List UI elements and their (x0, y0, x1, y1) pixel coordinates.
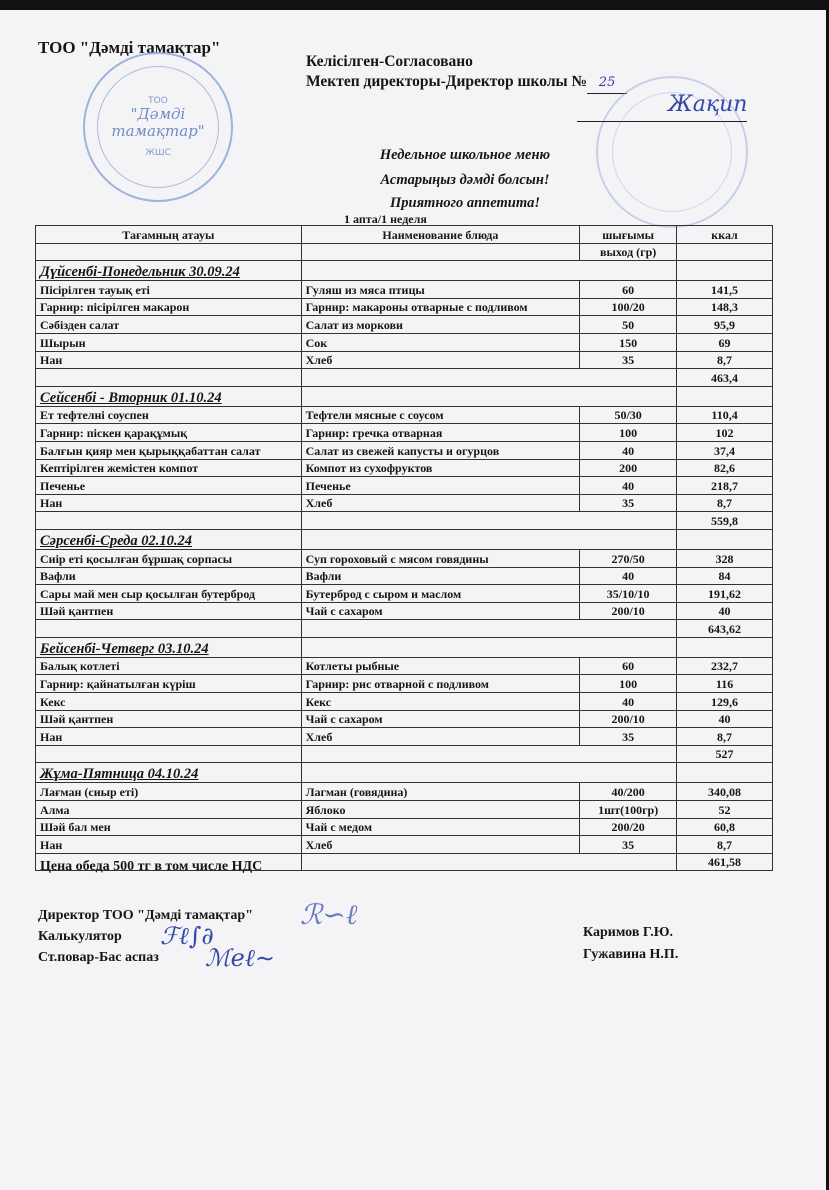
dish-kcal: 141,5 (677, 281, 773, 299)
stamp-bottom: ЖШС (145, 148, 171, 158)
title-bon-appetit-ru: Приятного аппетита! (389, 195, 540, 211)
dish-row (36, 281, 773, 299)
day-row (36, 763, 773, 783)
dish-kcal: 116 (677, 675, 773, 693)
dish-yield: 35 (580, 494, 677, 512)
dish-name-kz: Нан (36, 836, 302, 854)
dish-name-kz: Гарнир: піскен қарақұмық (36, 424, 302, 442)
dish-yield: 200/10 (580, 602, 677, 620)
dish-kcal: 8,7 (677, 351, 773, 369)
cell (301, 853, 676, 871)
dish-name-ru: Бутерброд с сыром и маслом (301, 585, 580, 603)
cell (301, 529, 676, 549)
dish-yield: 40 (580, 477, 677, 495)
stamp-name-2: тамақтар" (111, 122, 205, 140)
day-total-row (36, 745, 773, 763)
signature-line (577, 121, 747, 122)
cell (301, 763, 676, 783)
dish-kcal: 328 (677, 549, 773, 567)
dish-yield: 270/50 (580, 549, 677, 567)
cell (301, 637, 676, 657)
dish-yield: 200/10 (580, 710, 677, 728)
dish-name-kz: Балғын қияр мен қырыққабаттан салат (36, 441, 302, 459)
dish-name-ru: Печенье (301, 477, 580, 495)
approval-line-1: Келісілген-Согласовано (306, 53, 473, 70)
dish-row (36, 477, 773, 495)
dish-yield: 200/20 (580, 818, 677, 836)
dish-name-kz: Гарнир: пісірілген макарон (36, 298, 302, 316)
dish-row (36, 710, 773, 728)
dish-row (36, 728, 773, 746)
dish-name-ru: Хлеб (301, 728, 580, 746)
dish-name-ru: Чай с сахаром (301, 710, 580, 728)
dish-yield: 40 (580, 567, 677, 585)
dish-name-ru: Вафли (301, 567, 580, 585)
director-signature: Жақип (668, 92, 748, 117)
week-label: 1 апта/1 неделя (344, 212, 427, 226)
day-total-row (36, 369, 773, 387)
dish-kcal: 69 (677, 333, 773, 351)
stamp-name-1: "Дәмді (130, 105, 186, 123)
day-total-kcal: 463,4 (677, 369, 773, 387)
calculator-signature-mark: ℱℓ∫∂ (160, 922, 214, 950)
day-row (36, 261, 773, 281)
dish-yield: 60 (580, 657, 677, 675)
dish-row (36, 657, 773, 675)
header-rus-name: Наименование блюда (301, 226, 580, 244)
dish-name-ru: Хлеб (301, 494, 580, 512)
dish-name-kz: Кептірілген жемістен компот (36, 459, 302, 477)
cell (677, 529, 773, 549)
name-chef: Гужавина Н.П. (583, 947, 679, 962)
dish-name-ru: Котлеты рыбные (301, 657, 580, 675)
chef-signature-mark: ℳeℓ∼ (205, 944, 275, 972)
header-row-2 (36, 243, 773, 261)
dish-name-kz: Печенье (36, 477, 302, 495)
dish-yield: 100 (580, 424, 677, 442)
dish-name-kz: Вафли (36, 567, 302, 585)
dish-name-ru: Салат из свежей капусты и огурцов (301, 441, 580, 459)
dish-name-kz: Пісірілген тауық еті (36, 281, 302, 299)
cell (677, 637, 773, 657)
dish-yield: 100/20 (580, 298, 677, 316)
staff-director: Директор ТОО "Дәмді тамақтар" (38, 908, 253, 923)
header-kaz-name: Тағамның атауы (36, 226, 302, 244)
dish-kcal: 218,7 (677, 477, 773, 495)
day-row (36, 529, 773, 549)
dish-yield: 150 (580, 333, 677, 351)
dish-name-ru: Гарнир: рис отварной с подливом (301, 675, 580, 693)
dish-row (36, 693, 773, 711)
approval-block (306, 52, 627, 94)
menu-table (35, 225, 773, 871)
stamp-top: ТОО (148, 96, 168, 106)
dish-name-ru: Чай с сахаром (301, 602, 580, 620)
dish-row (36, 459, 773, 477)
cell (36, 745, 302, 763)
cell (677, 261, 773, 281)
dish-name-kz: Шырын (36, 333, 302, 351)
day-title: Сәрсенбі-Среда 02.10.24 (36, 529, 302, 549)
dish-kcal: 148,3 (677, 298, 773, 316)
cell (677, 386, 773, 406)
dish-kcal: 232,7 (677, 657, 773, 675)
dish-kcal: 37,4 (677, 441, 773, 459)
dish-row (36, 783, 773, 801)
day-total-kcal: 461,58 (677, 853, 773, 871)
dish-row (36, 298, 773, 316)
dish-name-ru: Суп гороховый с мясом говядины (301, 549, 580, 567)
dish-yield: 40 (580, 441, 677, 459)
title-weekly-menu: Недельное школьное меню (379, 147, 551, 163)
dish-row (36, 316, 773, 334)
dish-yield: 35/10/10 (580, 585, 677, 603)
dish-row (36, 424, 773, 442)
dish-row (36, 836, 773, 854)
dish-row (36, 801, 773, 819)
top-border (0, 0, 829, 10)
cell (301, 261, 676, 281)
cell (301, 386, 676, 406)
staff-chef: Ст.повар-Бас аспаз (38, 950, 159, 965)
approval-line-2: Мектеп директоры-Директор школы № (306, 73, 588, 90)
dish-row (36, 602, 773, 620)
dish-kcal: 102 (677, 424, 773, 442)
day-title: Жұма-Пятница 04.10.24 (36, 763, 302, 783)
day-title: Бейсенбі-Четверг 03.10.24 (36, 637, 302, 657)
cell (36, 512, 302, 530)
day-total-kcal: 643,62 (677, 620, 773, 638)
header-yield-kz: шығымы (580, 226, 677, 244)
dish-yield: 200 (580, 459, 677, 477)
dish-row (36, 494, 773, 512)
dish-name-kz: Сары май мен сыр қосылған бутерброд (36, 585, 302, 603)
cell (301, 512, 676, 530)
dish-name-ru: Хлеб (301, 836, 580, 854)
dish-name-kz: Балық котлеті (36, 657, 302, 675)
company-stamp (83, 52, 233, 202)
staff-calculator: Калькулятор (38, 929, 122, 944)
dish-row (36, 406, 773, 424)
day-title: Дүйсенбі-Понедельник 30.09.24 (36, 261, 302, 281)
dish-kcal: 52 (677, 801, 773, 819)
day-row (36, 637, 773, 657)
dish-name-ru: Компот из сухофруктов (301, 459, 580, 477)
dish-row (36, 585, 773, 603)
dish-row (36, 441, 773, 459)
staff-names (583, 922, 678, 966)
dish-name-ru: Кекс (301, 693, 580, 711)
dish-kcal: 191,62 (677, 585, 773, 603)
dish-name-ru: Лагман (говядина) (301, 783, 580, 801)
dish-yield: 1шт(100гр) (580, 801, 677, 819)
cell (301, 620, 676, 638)
dish-name-kz: Шәй қантпен (36, 710, 302, 728)
dish-name-kz: Ет тефтелні соуспен (36, 406, 302, 424)
dish-kcal: 60,8 (677, 818, 773, 836)
dish-name-kz: Сиір еті қосылған бұршақ сорпасы (36, 549, 302, 567)
dish-yield: 100 (580, 675, 677, 693)
dish-kcal: 8,7 (677, 494, 773, 512)
dish-row (36, 675, 773, 693)
dish-name-ru: Сок (301, 333, 580, 351)
header-yield-ru: выход (гр) (580, 243, 677, 261)
dish-name-kz: Алма (36, 801, 302, 819)
dish-yield: 40/200 (580, 783, 677, 801)
cell (36, 620, 302, 638)
dish-name-kz: Нан (36, 728, 302, 746)
dish-kcal: 95,9 (677, 316, 773, 334)
dish-kcal: 40 (677, 602, 773, 620)
dish-name-kz: Шәй қантпен (36, 602, 302, 620)
dish-name-ru: Салат из моркови (301, 316, 580, 334)
cell (677, 763, 773, 783)
company-name: ТОО "Дәмді тамақтар" (38, 38, 221, 57)
dish-yield: 35 (580, 728, 677, 746)
cell (301, 369, 676, 387)
dish-name-kz: Кекс (36, 693, 302, 711)
dish-kcal: 8,7 (677, 836, 773, 854)
dish-yield: 60 (580, 281, 677, 299)
dish-kcal: 82,6 (677, 459, 773, 477)
dish-row (36, 567, 773, 585)
dish-yield: 40 (580, 693, 677, 711)
dish-name-kz: Нан (36, 494, 302, 512)
dish-kcal: 129,6 (677, 693, 773, 711)
day-total-row (36, 620, 773, 638)
day-total-row (36, 512, 773, 530)
dish-name-kz: Нан (36, 351, 302, 369)
dish-row (36, 351, 773, 369)
dish-kcal: 8,7 (677, 728, 773, 746)
dish-name-ru: Яблоко (301, 801, 580, 819)
dish-name-ru: Тефтели мясные с соусом (301, 406, 580, 424)
dish-yield: 50 (580, 316, 677, 334)
day-total-kcal: 559,8 (677, 512, 773, 530)
cell (36, 369, 302, 387)
day-total-kcal: 527 (677, 745, 773, 763)
title-bon-appetit-kz: Астарыңыз дәмді болсын! (380, 172, 550, 188)
dish-kcal: 340,08 (677, 783, 773, 801)
dish-name-ru: Гуляш из мяса птицы (301, 281, 580, 299)
dish-name-ru: Чай с медом (301, 818, 580, 836)
school-number: 25 (587, 73, 627, 94)
director-signature-mark: ℛ∽ℓ (300, 898, 358, 931)
dish-row (36, 549, 773, 567)
dish-name-ru: Гарнир: гречка отварная (301, 424, 580, 442)
dish-name-ru: Гарнир: макароны отварные с подливом (301, 298, 580, 316)
dish-yield: 35 (580, 836, 677, 854)
dish-name-kz: Сәбізден салат (36, 316, 302, 334)
dish-row (36, 333, 773, 351)
dish-name-kz: Лағман (сиыр еті) (36, 783, 302, 801)
dish-yield: 50/30 (580, 406, 677, 424)
dish-name-ru: Хлеб (301, 351, 580, 369)
day-title: Сейсенбі - Вторник 01.10.24 (36, 386, 302, 406)
day-row (36, 386, 773, 406)
header-kcal: ккал (677, 226, 773, 244)
name-director: Каримов Г.Ю. (583, 925, 673, 940)
dish-name-kz: Гарнир: қайнатылған күріш (36, 675, 302, 693)
dish-row (36, 818, 773, 836)
dish-kcal: 110,4 (677, 406, 773, 424)
dish-kcal: 84 (677, 567, 773, 585)
cell (301, 745, 676, 763)
dish-yield: 35 (580, 351, 677, 369)
dish-kcal: 40 (677, 710, 773, 728)
lunch-price: Цена обеда 500 тг в том числе НДС (40, 859, 263, 874)
header-row (36, 226, 773, 244)
dish-name-kz: Шәй бал мен (36, 818, 302, 836)
